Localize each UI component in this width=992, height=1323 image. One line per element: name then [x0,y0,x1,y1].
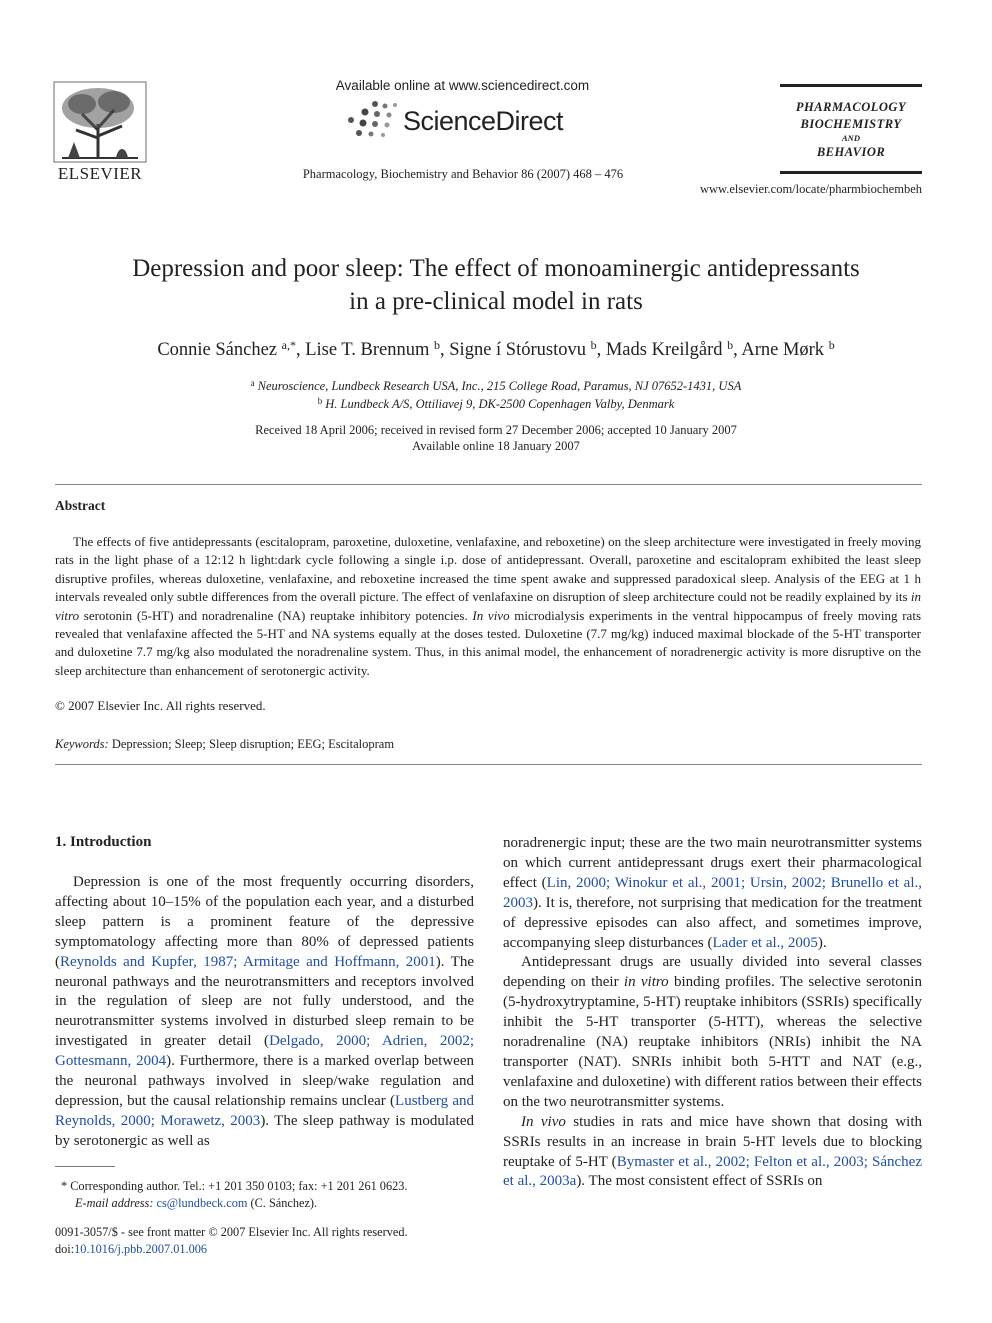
abstract-text: microdialysis experiments in the ventral hippocampus of freely moving rats revealed that venlafaxine affected the 5-HT and NA systems equally at the doses tested. Duloxetine (7.7 mg/kg) induced maximal blockade of the 5-HT transporter and duloxetine 7.7 mg/kg also modulated the noradrenaline system. Thus, in this animal model, the enhancement of noradrenergic activity is more disruptive on the sleep architecture than enhancement of serotonergic activity. [55,607,921,678]
sciencedirect-dots-icon [345,100,401,140]
author-affil-mark: b [434,338,441,352]
doi-label: doi: [55,1242,75,1256]
reference-link[interactable]: Delgado, 2000; Adrien, 2002; Gottesmann, 2004 [55,1033,475,1070]
journal-url: www.elsevier.com/locate/pharmbiochembeh [699,182,922,196]
affiliation-mark: b [317,396,323,406]
reference-link[interactable]: Bymaster et al., 2002; Felton et al., 2003; Sánchez et al., 2003a [503,1153,922,1190]
body-text: ). Furthermore, there is a marked overlap between the neuronal pathways involved in sleep/wake regulation and depression, but the causal relationship remains unclear ( [55,1053,474,1109]
abstract-italic: in vitro [55,589,921,623]
abstract-italic: In vivo [472,607,510,623]
author-name[interactable]: Signe í Stórustovu [449,340,586,360]
affiliation-text: Neuroscience, Lundbeck Research USA, Inc., 215 College Road, Paramus, NJ 07652-1431, USA [257,379,742,393]
paragraph [503,1113,922,1193]
article-title [40,252,952,318]
author-name[interactable]: Connie Sánchez [157,340,278,360]
journal-citation: Pharmacology, Biochemistry and Behavior 86 (2007) 468 – 476 [302,167,624,181]
corresponding-author-note: * Corresponding author. Tel.: +1 201 350 0103; fax: +1 201 261 0623. [61,1179,408,1193]
available-date: Available online 18 January 2007 [412,439,580,453]
body-text: ). [817,934,827,951]
author-affil-mark: b [590,338,597,352]
paragraph [503,953,922,1112]
doi-line [55,1241,475,1258]
body-text: Antidepressant drugs are usually divided into several classes depending on their [503,954,922,991]
reference-link[interactable]: Lin, 2000; Winokur et al., 2001; Ursin, 2002; Brunello et al., 2003 [503,874,922,911]
body-text: ). The sleep pathway is modulated by serotonergic as well as [55,1112,474,1149]
author-name[interactable]: Arne Mørk [741,340,825,360]
divider [55,484,922,485]
author-list: Connie Sánchez $^{a,*}$, Lise T. Brennum $^b$, Signe í Stórustovu $^b$, Mads Kreilgård $^b$, Arne Mørk $^b$ [157,338,835,360]
body-text: noradrenergic input; these are the two main neurotransmitter systems on which current antidepressant drugs exert their pharmacological effect ( [503,835,922,891]
body-text: ). It is, therefore, not surprising that medication for the treatment of depressive episodes can also affect, and sometimes improve, accompanying sleep disturbances ( [503,894,922,951]
title-line: in a pre-clinical model in rats [349,288,643,315]
abstract-heading: Abstract [55,498,106,513]
body-text: Depression is one of the most frequently occurring disorders, affecting about 10–15% of the population each year, and a disturbed sleep pattern is a prominent feature of the depressive symptomatology affecting more than 80% of depressed patients ( [55,874,474,970]
affiliation-mark: a [250,378,255,388]
body-text: ). The neuronal pathways and the neurotransmitters and receptors involved in the regulation of sleep are not fully understood, and the neurotransmitter systems involved in disturbed sleep remain to be investigated in greater detail ( [55,953,474,1050]
author-name[interactable]: Mads Kreilgård [605,340,723,360]
author-affil-mark: a,* [281,338,296,352]
affiliation [40,396,952,412]
abstract-text: serotonin (5-HT) and noradrenaline (NA) reuptake inhibitory potencies. [79,607,473,623]
journal-logo-line: BEHAVIOR [816,145,886,159]
available-online-text: Available online at www.sciencedirect.com [335,78,590,93]
journal-logo-line: BIOCHEMISTRY [800,117,902,131]
email-link[interactable]: cs@lundbeck.com [156,1196,248,1210]
doi-link[interactable]: 10.1016/j.pbb.2007.01.006 [74,1242,208,1256]
body-text: studies in rats and mice have shown that dosing with SSRIs results in an increase in brain 5-HT levels due to blocking reuptake of 5-HT ( [503,1113,923,1170]
title-line: Depression and poor sleep: The effect of monoaminergic antidepressants [132,255,860,282]
journal-logo-line: AND [842,133,860,143]
section-heading: 1. Introduction [55,834,152,850]
body-text: ). The most consistent effect of SSRIs on [576,1173,823,1190]
left-column [55,873,474,1152]
body-italic: In vivo [521,1113,566,1130]
received-dates: Received 18 April 2006; received in revised form 27 December 2006; accepted 10 January 2007 [255,423,737,437]
issn-line: 0091-3057/$ - see front matter © 2007 Elsevier Inc. All rights reserved. [55,1225,408,1239]
journal-logo [780,84,922,174]
author-affil-mark: b [727,338,734,352]
email-note [55,1195,475,1212]
email-suffix: (C. Sánchez). [247,1196,318,1210]
keywords-list: Depression; Sleep; Sleep disruption; EEG; Escitalopram [111,737,395,751]
publisher-name: ELSEVIER [57,164,143,183]
journal-logo-line: PHARMACOLOGY [795,100,907,114]
body-text: binding profiles. The selective serotonin (5-hydroxytryptamine, 5-HT) reuptake inhibitors (SSRIs) specifically inhibit the 5-HT transporter (5-HTT), whereas the selective noradrenaline (NA) reuptake inhibitors (NRIs) inhibit the NA transporter (NAT). SNRIs inhibit both 5-HTT and NAT (e.g., venlafaxine and duloxetine) with different ratios between their effects on the two neurotransmitter systems. [503,974,922,1110]
email-label: E-mail address: [75,1196,154,1210]
paragraph [55,873,474,1152]
keywords-label: Keywords: [55,737,109,751]
author-affil-mark: b [828,338,835,352]
abstract-text: The effects of five antidepressants (escitalopram, paroxetine, duloxetine, venlafaxine, and reboxetine) on the sleep architecture were investigated in freely moving rats in the light phase of a 12:12 h light:dark cycle following a single i.p. dose of antidepressant. Overall, paroxetine and escitalopram exhibited the least sleep disruptive profiles, whereas duloxetine, venlafaxine, and reboxetine increased the time spent awake and suppressed paradoxical sleep. Analysis of the EEG at 1 h intervals revealed only subtle differences from the overall picture. The effect of venlafaxine on disruption of sleep architecture could not be readily explained by its [55,534,921,605]
author-name[interactable]: Lise T. Brennum [305,340,430,360]
abstract-body [55,533,921,680]
reference-link[interactable]: Lader et al., 2005 [712,934,818,951]
reference-link[interactable]: Reynolds and Kupfer, 1987; Armitage and Hoffmann, 2001 [60,953,436,970]
keywords [55,737,394,752]
reference-link[interactable]: Lustberg and Reynolds, 2000; Morawetz, 2003 [55,1092,474,1129]
paragraph [503,834,922,953]
affiliation-text: H. Lundbeck A/S, Ottiliavej 9, DK-2500 Copenhagen Valby, Denmark [325,397,675,411]
divider [55,764,922,765]
affiliation [40,378,952,394]
footnote-divider [55,1166,115,1167]
body-italic: in vitro [623,974,669,991]
sciencedirect-wordmark: ScienceDirect [403,106,564,136]
right-column [503,834,922,1192]
copyright-notice: © 2007 Elsevier Inc. All rights reserved. [55,698,266,713]
